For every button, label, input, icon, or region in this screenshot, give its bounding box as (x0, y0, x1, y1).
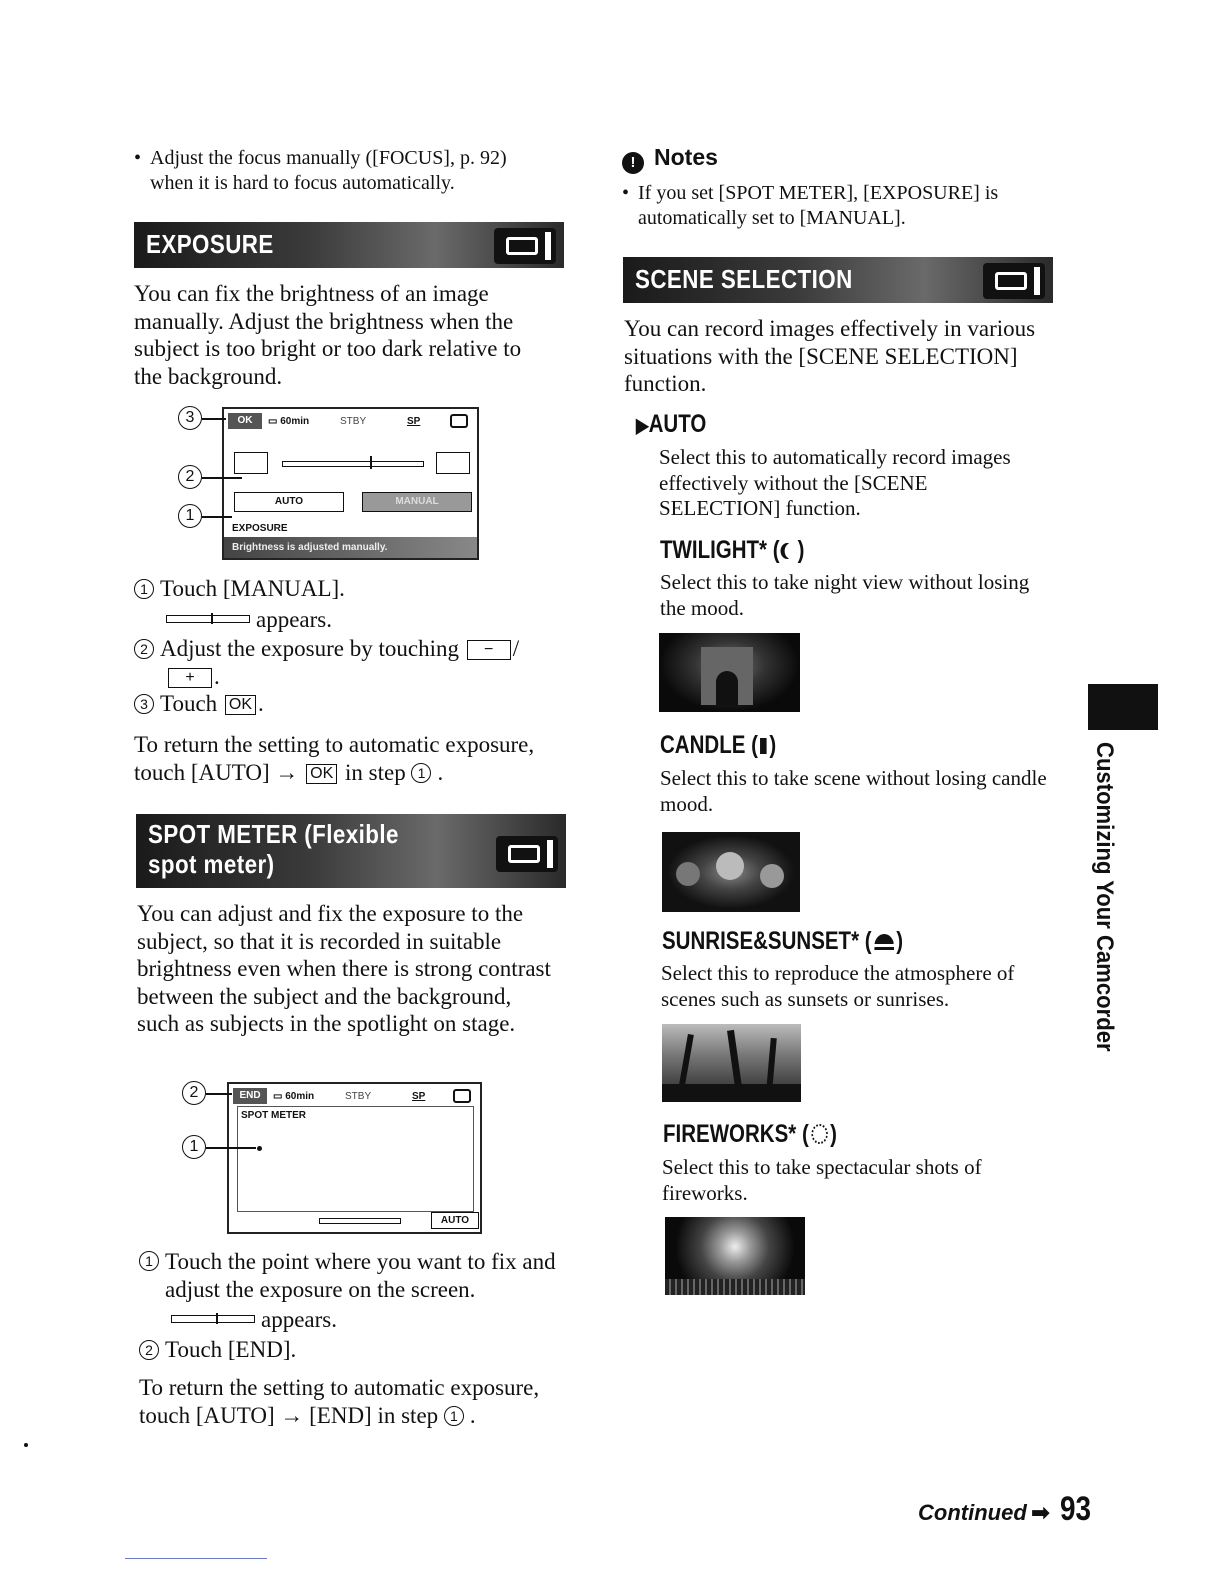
callout-1: 1 (182, 1135, 206, 1159)
auto-label: AUTO (274, 496, 304, 507)
auto-button (234, 492, 344, 512)
exposure-title: EXPOSURE (146, 229, 274, 259)
sp-indicator: SP (412, 1091, 426, 1102)
spot-point-marker (257, 1146, 262, 1151)
screen-label: SPOT METER (241, 1110, 307, 1121)
candle-photo (662, 832, 800, 912)
callout-1: 1 (178, 504, 202, 528)
sp-indicator: SP (407, 416, 421, 427)
step-1-sub-text: appears. (261, 1307, 337, 1332)
end-button (233, 1088, 267, 1104)
exposure-return-text-b: in step (345, 759, 406, 785)
spot-meter-step-2 (139, 1336, 569, 1364)
scene-fireworks-heading: FIREWORKS* ( ) (663, 1120, 837, 1148)
manual-label: MANUAL (395, 496, 439, 507)
moon-icon (784, 543, 797, 559)
exposure-return-text: To return the setting to automatic exposure, touch [AUTO] → (134, 732, 535, 785)
scene-sunset-heading: SUNRISE&SUNSET* ( ) (662, 927, 904, 955)
margin-dot (24, 1443, 28, 1447)
scene-sunset-text: Select this to reproduce the atmosphere of scenes such as sunsets or sunrises. (661, 961, 1015, 1011)
step-2-sep: / (512, 636, 520, 661)
callout-2: 2 (182, 1081, 206, 1105)
manual-button (362, 492, 472, 512)
ok-label: OK (237, 415, 253, 426)
exposure-step-1-sub (166, 606, 564, 634)
step-1-text: Touch the point where you want to fix and adjust the exposure on the screen. (165, 1249, 556, 1302)
intro-bullet-text: Adjust the focus manually ([FOCUS], p. 92) when it is hard to focus automatically. (150, 147, 507, 194)
exposure-description: You can fix the brightness of an image manually. Adjust the brightness when the subject is too bright or too dark relative to the background. (134, 281, 522, 389)
return-step-number: 1 (411, 763, 431, 783)
fireworks-icon (811, 1124, 827, 1144)
exposure-step-3: 3 Touch OK . (134, 690, 564, 718)
side-tab-text: Customizing Your Camcorder (1091, 742, 1118, 1052)
exposure-step-1 (134, 575, 564, 603)
step-3-text: Touch (160, 691, 218, 716)
scene-selection-title: SCENE SELECTION (635, 264, 853, 294)
intro-bullet: • Adjust the focus manually ([FOCUS], p. 92) when it is hard to focus automatically. (134, 146, 554, 196)
scene-sunset-title: SUNRISE&SUNSET* (662, 927, 860, 955)
sunset-icon (874, 934, 894, 947)
fireworks-photo (665, 1217, 805, 1295)
record-icon (450, 414, 468, 428)
step-2-text: Touch [END]. (165, 1336, 297, 1362)
auto-label: AUTO (440, 1215, 470, 1226)
battery-indicator: ▭ 60min (268, 416, 310, 427)
exposure-bar-icon (171, 1315, 255, 1323)
callout-3: 3 (178, 406, 202, 430)
callout-2-leader (202, 477, 242, 479)
screen-message: Brightness is adjusted manually. (232, 542, 388, 553)
minus-key: − (467, 640, 511, 660)
exposure-step-2-cont: + . (166, 663, 564, 691)
spot-meter-steps (139, 1248, 569, 1363)
scene-fireworks-text: Select this to take spectacular shots of fireworks. (662, 1155, 982, 1205)
sunset-photo (662, 1024, 801, 1102)
footer (918, 1490, 1098, 1529)
side-tab-block (1088, 684, 1158, 730)
candle-icon (760, 738, 767, 754)
auto-button (431, 1212, 479, 1229)
battery-time: 60min (280, 416, 310, 427)
notes-bullet: • If you set [SPOT METER], [EXPOSURE] is automatically set to [MANUAL]. (622, 181, 1042, 231)
exposure-step-2 (134, 635, 564, 663)
spot-meter-lcd (227, 1082, 482, 1234)
notes-heading-text: Notes (654, 144, 718, 170)
ok-key: OK (225, 695, 256, 715)
exposure-bar-marker (370, 456, 372, 469)
scene-twilight-title: TWILIGHT* (660, 536, 768, 564)
spot-meter-description: You can adjust and fix the exposure to the subject, so that it is recorded in suitable brightness even when there is strong contrast between the subject and the background, such as subjects in the spotlight on stage. (137, 901, 551, 1036)
battery-indicator: ▭ 60min (273, 1091, 315, 1102)
exposure-bar (282, 461, 424, 467)
scene-auto-heading (636, 410, 706, 439)
scene-twilight-text: Select this to take night view without losing the mood. (660, 570, 1030, 620)
callout-1-leader (206, 1147, 256, 1149)
minus-button (234, 452, 268, 474)
camera-mode-icon (494, 228, 556, 264)
scene-candle-text: Select this to take scene without losing candle mood. (660, 766, 1047, 816)
scene-fireworks-title: FIREWORKS* (663, 1120, 797, 1148)
callout-2: 2 (178, 465, 202, 489)
step-2-number: 2 (139, 1340, 159, 1360)
spot-meter-banner (136, 814, 566, 888)
camera-mode-icon (983, 263, 1045, 299)
screen-message-bar (224, 537, 477, 558)
notes-bullet-text: If you set [SPOT METER], [EXPOSURE] is automatically set to [MANUAL]. (638, 182, 999, 229)
notes-heading (622, 144, 718, 174)
spot-meter-frame (237, 1106, 474, 1212)
camera-mode-icon (496, 836, 558, 872)
end-label: END (239, 1090, 261, 1101)
ok-button (228, 413, 262, 429)
scene-twilight-heading: TWILIGHT* ( ) (660, 536, 805, 564)
step-1-text: Touch [MANUAL]. (160, 576, 345, 601)
plus-button (436, 452, 470, 474)
step-3-number: 3 (134, 694, 154, 714)
scene-candle-title: CANDLE (660, 731, 746, 759)
return-step-number: 1 (444, 1406, 464, 1426)
continued-arrow-icon: ➡ (1031, 1500, 1050, 1525)
page-number: 93 (1060, 1490, 1092, 1528)
stby-indicator: STBY (345, 1091, 372, 1102)
twilight-photo (659, 633, 800, 712)
exposure-return: To return the setting to automatic exposure, touch [AUTO] → OK in step 1 . (134, 732, 535, 785)
screen-label: EXPOSURE (232, 523, 288, 534)
selected-marker-icon: ▶ (636, 415, 649, 437)
exposure-bar-icon (166, 615, 250, 623)
spot-meter-step-1-sub (171, 1306, 569, 1334)
spot-meter-title-line2: spot meter) (148, 849, 275, 879)
exposure-banner (134, 222, 564, 268)
spot-meter-return-text: To return the setting to automatic exposure, touch [AUTO] → [END] in step (139, 1375, 540, 1428)
scene-selection-description: You can record images effectively in various situations with the [SCENE SELECTION] function. (624, 316, 1036, 396)
step-2-text: Adjust the exposure by touching (160, 636, 459, 661)
spot-meter-step-1 (139, 1248, 569, 1303)
notes-icon: ! (622, 152, 644, 174)
battery-time: 60min (285, 1091, 315, 1102)
spot-meter-title (148, 819, 399, 879)
exposure-bar (319, 1218, 401, 1224)
scene-auto-title: AUTO (648, 410, 707, 438)
scene-auto-text: Select this to automatically record images effectively without the [SCENE SELECTION] function. (659, 445, 1011, 520)
stby-indicator: STBY (340, 416, 367, 427)
spot-meter-title-line1: SPOT METER (Flexible (148, 819, 399, 849)
scene-candle-heading: CANDLE ( ) (660, 731, 777, 759)
step-2-number: 2 (134, 639, 154, 659)
step-1-number: 1 (139, 1251, 159, 1271)
return-ok-key: OK (306, 764, 337, 784)
exposure-steps (134, 575, 564, 718)
spot-meter-return: To return the setting to automatic exposure, touch [AUTO] → [END] in step 1 . (139, 1375, 540, 1428)
plus-key: + (168, 668, 212, 688)
step-1-sub-text: appears. (256, 606, 332, 632)
exposure-lcd (222, 407, 479, 560)
side-tab-label (1090, 742, 1122, 1052)
continued-text: Continued (918, 1500, 1027, 1525)
scene-selection-banner (623, 257, 1053, 303)
callout-2-leader (206, 1093, 232, 1095)
footer-rule (125, 1558, 267, 1559)
callout-3-leader (202, 418, 226, 420)
step-1-number: 1 (134, 579, 154, 599)
record-icon (453, 1089, 471, 1103)
callout-1-leader (202, 516, 232, 518)
